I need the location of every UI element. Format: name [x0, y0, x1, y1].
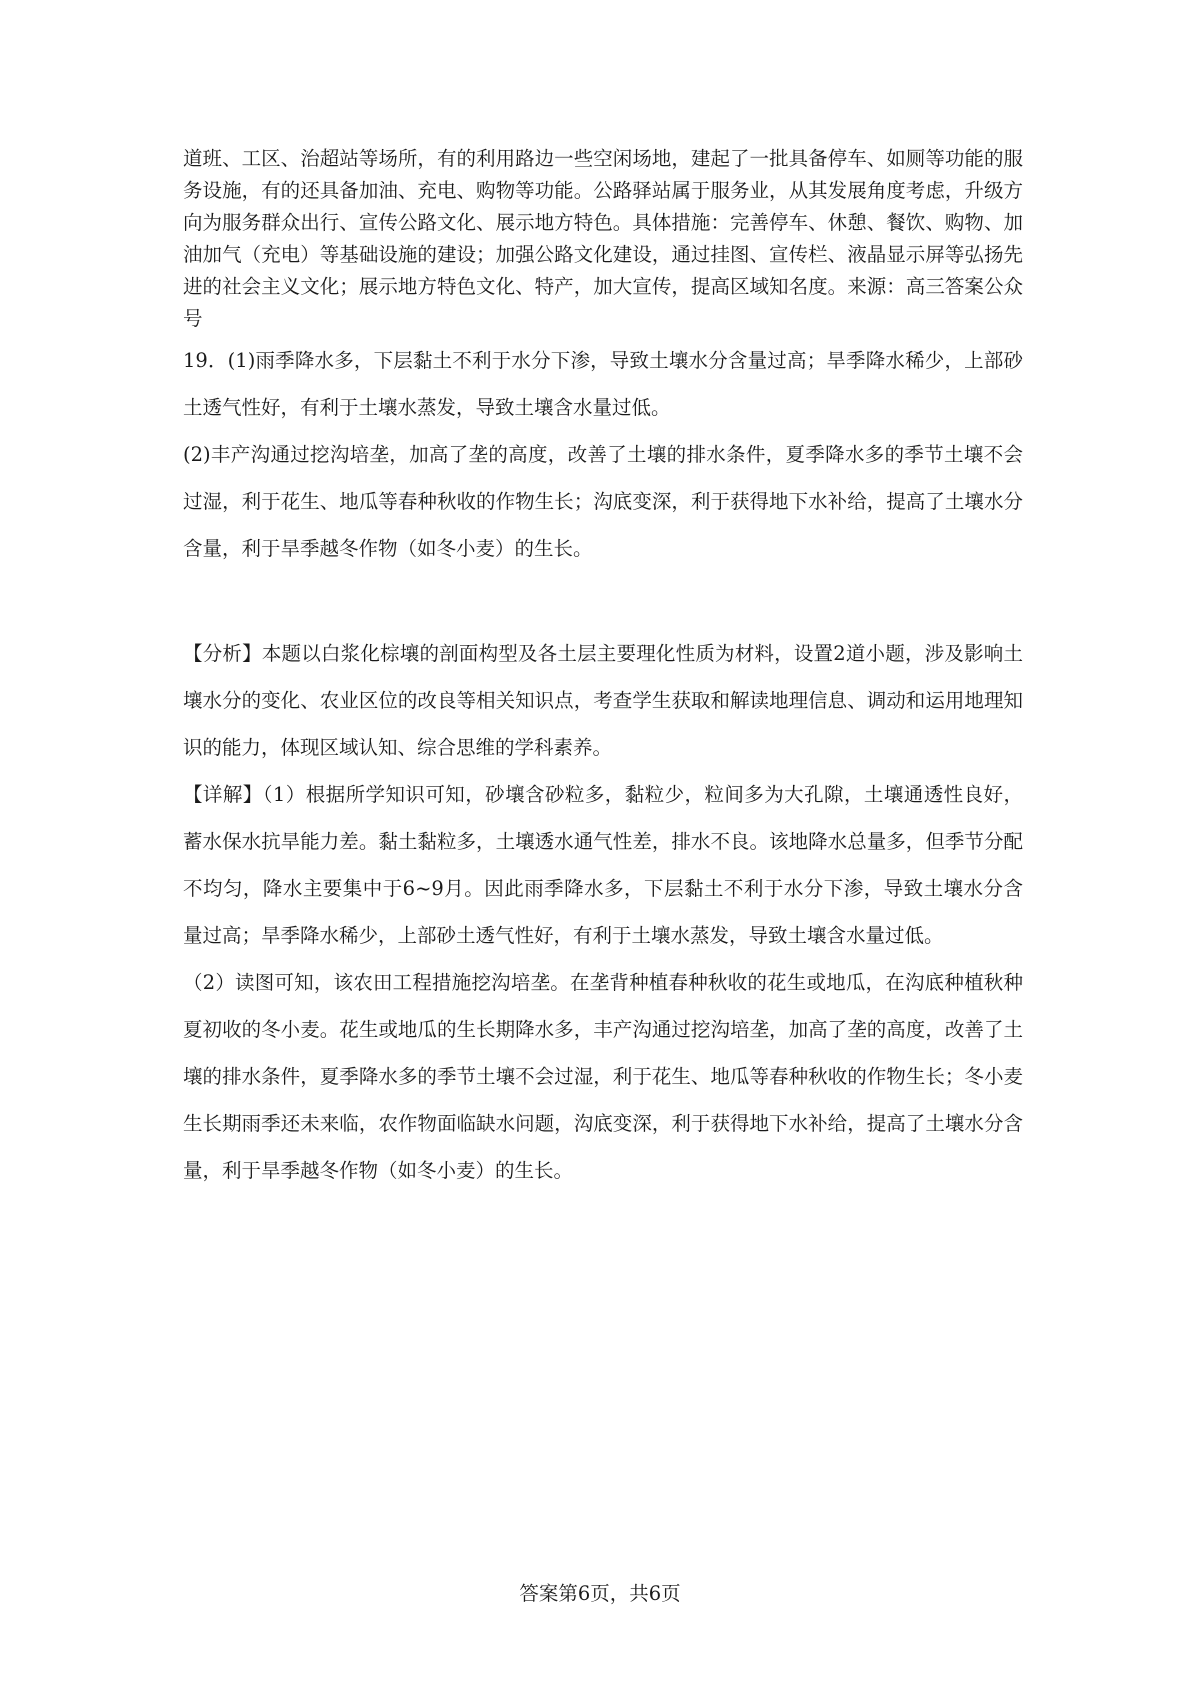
page-footer: 答案第6页，共6页 — [519, 1582, 681, 1605]
q19-part1-answer: 19．(1)雨季降水多，下层黏土不利于水分下渗，导致土壤水分含量过高；旱季降水稀少，上部砂土透气性好，有利于土壤水蒸发，导致土壤含水量过低。 — [183, 349, 1023, 419]
analysis-label: 【分析】 — [183, 642, 262, 665]
analysis-text: 本题以白浆化棕壤的剖面构型及各土层主要理化性质为材料，设置2道小题，涉及影响土壤水分的变化、农业区位的改良等相关知识点，考查学生获取和解读地理信息、调动和运用地理知识的能力，体现区域认知、综合思维的学科素养。 — [183, 642, 1023, 759]
intro-paragraph: 道班、工区、治超站等场所，有的利用路边一些空闲场地，建起了一批具备停车、如厕等功能的服务设施，有的还具备加油、充电、购物等功能。公路驿站属于服务业，从其发展角度考虑，升级方向为服务群众出行、宣传公路文化、展示地方特色。具体措施：完善停车、休憩、餐饮、购物、加油加气（充电）等基础设施的建设；加强公路文化建设，通过挂图、宣传栏、液晶显示屏等弘扬先进的社会主义文化；展示地方特色文化、特产，加大宣传，提高区域知名度。来源：高三答案公众号 — [183, 147, 1023, 330]
detail-paragraph — [183, 771, 1023, 959]
q19-part2-answer: (2)丰产沟通过挖沟培垄，加高了垄的高度，改善了土壤的排水条件，夏季降水多的季节土壤不会过湿，利于花生、地瓜等春种秋收的作物生长；沟底变深，利于获得地下水补给，提高了土壤水分含量，利于旱季越冬作物（如冬小麦）的生长。 — [183, 443, 1023, 560]
detail-label: 【详解】 — [183, 783, 263, 806]
analysis-paragraph — [183, 630, 1023, 771]
detail-part2-paragraph: （2）读图可知，该农田工程措施挖沟培垄。在垄背种植春种秋收的花生或地瓜，在沟底种植秋种夏初收的冬小麦。花生或地瓜的生长期降水多，丰产沟通过挖沟培垄，加高了垄的高度，改善了土壤的排水条件，夏季降水多的季节土壤不会过湿，利于花生、地瓜等春种秋收的作物生长；冬小麦生长期雨季还未来临，农作物面临缺水问题，沟底变深，利于获得地下水补给，提高了土壤水分含量，利于旱季越冬作物（如冬小麦）的生长。 — [183, 971, 1023, 1182]
document-body — [183, 143, 1023, 1194]
detail-part1-text: （1）根据所学知识可知，砂壤含砂粒多，黏粒少，粒间多为大孔隙，土壤通透性良好，蓄水保水抗旱能力差。黏土黏粒多，土壤透水通气性差，排水不良。该地降水总量多，但季节分配不均匀，降水主要集中于6~9月。因此雨季降水多，下层黏土不利于水分下渗，导致土壤水分含量过高；旱季降水稀少，上部砂土透气性好，有利于土壤水蒸发，导致土壤含水量过低。 — [183, 783, 1023, 947]
